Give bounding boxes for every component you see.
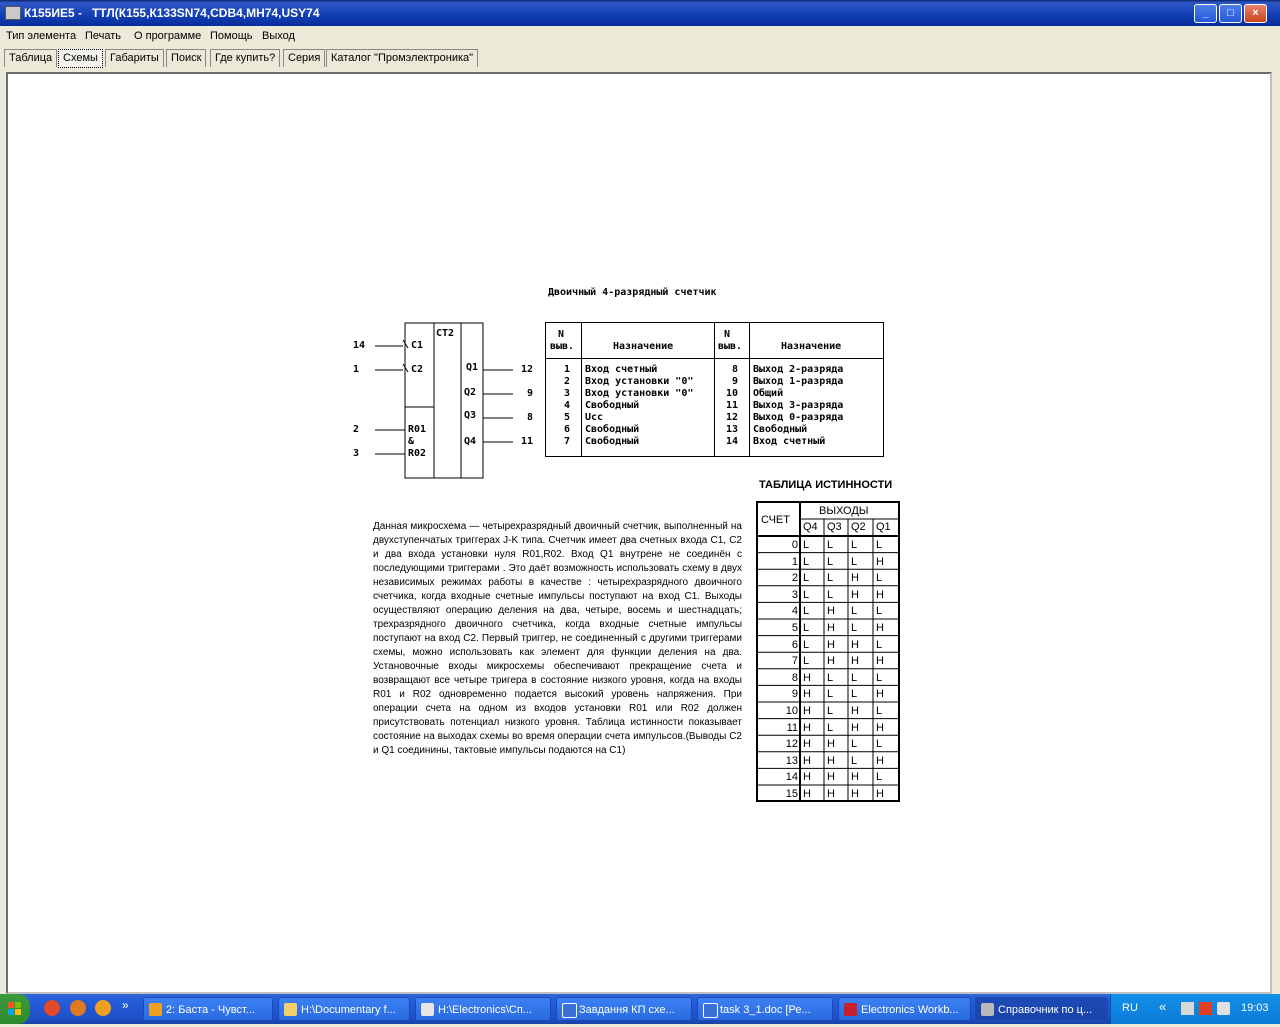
truth-table-value: H <box>827 622 835 634</box>
pin-table-divider <box>714 323 715 456</box>
truth-table-value: H <box>803 721 811 734</box>
counter-schematic <box>348 318 548 483</box>
input-label-r02: R02 <box>408 448 427 459</box>
pin-table-header-pin-left: выв. <box>550 341 575 352</box>
pin-table-header-n-right: N <box>724 329 731 340</box>
truth-table-value: L <box>876 638 883 651</box>
content-area <box>6 72 1272 994</box>
truth-table-value: L <box>827 555 834 568</box>
pin-number: 5 <box>563 412 570 423</box>
pin-table-header-purpose-left: Назначение <box>613 341 674 352</box>
chip-icon <box>981 1003 994 1016</box>
truth-table-value: H <box>876 555 884 568</box>
truth-table-value: H <box>851 572 859 585</box>
window-title: К155ИЕ5 - ТТЛ(К155,К133SN74,CDB4,MH74,USY74 <box>24 6 320 20</box>
tab-table[interactable]: Таблица <box>4 49 57 67</box>
pin-purpose: Свободный <box>585 400 640 411</box>
taskbar-item-label: Справочник по ц... <box>998 1004 1093 1016</box>
network-icon[interactable] <box>1181 1002 1194 1015</box>
truth-table-value: H <box>803 788 811 800</box>
truth-table-value: H <box>851 655 859 668</box>
taskbar-item-documentary[interactable] <box>278 997 410 1021</box>
pin-table-header-n-left: N <box>558 329 565 340</box>
menu-bar <box>0 26 1280 46</box>
tray-expand-button[interactable]: « <box>1159 999 1167 1014</box>
truth-table-count-header: СЧЕТ <box>761 514 790 526</box>
truth-table-value: L <box>827 671 834 684</box>
pin-table-header-purpose-right: Назначение <box>781 341 842 352</box>
tab-where-to-buy[interactable]: Где купить? <box>210 49 280 67</box>
windows-logo-icon <box>0 994 30 1024</box>
truth-table-value: H <box>876 688 884 701</box>
folder-icon <box>421 1003 434 1016</box>
pin-purpose: Выход 1-разряда <box>753 376 844 387</box>
taskbar-item-label: H:\Documentary f... <box>301 1004 396 1016</box>
truth-table-value: H <box>851 705 859 717</box>
clock[interactable]: 19:03 <box>1241 1002 1269 1014</box>
pin-number-2: 2 <box>353 424 360 435</box>
taskbar-item-word-task[interactable] <box>556 997 692 1021</box>
truth-table-value: H <box>876 754 884 767</box>
truth-table-value: L <box>851 671 858 684</box>
tab-dimensions[interactable]: Габариты <box>105 49 164 67</box>
truth-table-value: L <box>803 622 810 634</box>
truth-table-value: L <box>876 771 883 784</box>
truth-table-count: 13 <box>785 754 798 767</box>
truth-table-title: ТАБЛИЦА ИСТИННОСТИ <box>759 479 893 491</box>
pin-purpose: Общий <box>753 388 784 399</box>
tab-schemes[interactable]: Схемы <box>58 49 103 68</box>
pin-number-12: 12 <box>521 364 534 375</box>
truth-table-count: 3 <box>791 588 798 601</box>
word-icon <box>703 1003 718 1018</box>
pin-table <box>545 322 884 457</box>
menu-help[interactable]: Помощь <box>210 30 253 42</box>
truth-table-value: H <box>851 721 859 734</box>
truth-table-value: H <box>827 605 835 618</box>
truth-table-value: L <box>803 539 810 551</box>
system-tray <box>1110 994 1280 1024</box>
truth-table-value: L <box>851 605 858 618</box>
pin-number: 3 <box>563 388 570 399</box>
taskbar-item-label: Завдання КП схе... <box>579 1004 675 1016</box>
pin-number-11: 11 <box>521 436 534 447</box>
start-button[interactable] <box>0 994 30 1024</box>
pin-number: 6 <box>563 424 570 435</box>
pin-purpose: Выход 3-разряда <box>753 400 844 411</box>
truth-table-value: L <box>827 539 834 551</box>
taskbar-item-vlc[interactable] <box>143 997 273 1021</box>
pin-purpose: Свободный <box>585 424 640 435</box>
truth-table-value: L <box>803 555 810 568</box>
truth-table-value: L <box>803 588 810 601</box>
taskbar-item-label: 2: Баста - Чувст... <box>166 1004 255 1016</box>
truth-table-outputs-header: ВЫХОДЫ <box>819 505 869 517</box>
tab-bar <box>0 46 1280 70</box>
truth-table-value: H <box>803 771 811 784</box>
taskbar-item-label: H:\Electronics\Сп... <box>438 1004 532 1016</box>
output-label-q4: Q4 <box>464 436 477 447</box>
pin-number: 7 <box>563 436 570 447</box>
pin-purpose: Вход установки "0" <box>585 376 694 387</box>
and-sign: & <box>408 436 415 447</box>
pin-number: 12 <box>725 412 738 423</box>
opera-icon[interactable] <box>44 1000 60 1016</box>
truth-table-col-q1: Q1 <box>876 521 891 533</box>
quicklaunch-more[interactable]: » <box>122 998 129 1012</box>
pin-number: 13 <box>725 424 738 435</box>
menu-element-type[interactable]: Тип элемента <box>6 30 77 42</box>
truth-table-value: L <box>876 738 883 751</box>
pin-table-header-line <box>546 358 883 359</box>
truth-table-value: H <box>803 738 811 751</box>
truth-table-count: 8 <box>791 671 798 684</box>
truth-table-value: L <box>851 622 858 634</box>
taskbar-item-label: task 3_1.doc [Ре... <box>720 1004 811 1016</box>
pin-number-3: 3 <box>353 448 360 459</box>
menu-about[interactable]: О программе <box>134 30 202 42</box>
truth-table-value: L <box>803 572 810 585</box>
truth-table-value: H <box>876 655 884 668</box>
truth-table-value: L <box>803 605 810 618</box>
truth-table-count: 5 <box>791 622 798 634</box>
pin-purpose: Свободный <box>753 424 808 435</box>
media-player-icon[interactable] <box>1199 1002 1212 1015</box>
vlc-quicklaunch-icon[interactable] <box>95 1000 111 1016</box>
pin-number: 1 <box>563 364 570 375</box>
pin-purpose: Свободный <box>585 436 640 447</box>
vlc-icon <box>149 1003 162 1016</box>
tab-catalog[interactable]: Каталог "Промэлектроника" <box>326 49 478 67</box>
taskbar-item-reference[interactable] <box>975 997 1108 1021</box>
truth-table-value: L <box>827 688 834 701</box>
truth-table-value: L <box>876 705 883 717</box>
ewb-icon <box>844 1003 857 1016</box>
truth-table-col-q3: Q3 <box>827 521 842 533</box>
truth-table-count: 11 <box>786 721 798 734</box>
truth-table-count: 14 <box>785 771 798 784</box>
pin-number: 8 <box>731 364 738 375</box>
pin-number-1: 1 <box>353 364 360 375</box>
truth-table-value: H <box>851 788 859 800</box>
truth-table-value: H <box>876 622 884 634</box>
input-label-c1: C1 <box>411 340 424 351</box>
truth-table-value: L <box>827 721 834 734</box>
app-icon <box>5 6 21 20</box>
output-label-q1: Q1 <box>466 362 479 373</box>
truth-table-value: L <box>851 555 858 568</box>
truth-table-value: L <box>876 671 883 684</box>
truth-table-count: 2 <box>791 572 798 585</box>
input-label-c2: C2 <box>411 364 424 375</box>
truth-table-value: H <box>803 754 811 767</box>
truth-table-count: 0 <box>791 539 798 551</box>
truth-table-col-q4: Q4 <box>803 521 818 533</box>
menu-exit[interactable]: Выход <box>262 30 295 42</box>
pin-number-9: 9 <box>527 388 534 399</box>
pin-table-divider <box>581 323 582 456</box>
truth-table-value: L <box>803 655 810 668</box>
pin-table-divider <box>749 323 750 456</box>
truth-table-value: L <box>851 754 858 767</box>
truth-table-value: H <box>876 788 884 800</box>
truth-table-count: 10 <box>785 705 798 717</box>
truth-table-value: L <box>851 738 858 751</box>
truth-table-value: H <box>851 771 859 784</box>
pin-number: 10 <box>725 388 738 399</box>
tab-series[interactable]: Серия <box>283 49 325 67</box>
truth-table <box>756 501 900 802</box>
taskbar-item-electronics-workbench[interactable] <box>838 997 971 1021</box>
truth-table-value: H <box>827 638 835 651</box>
pin-number: 9 <box>731 376 738 387</box>
truth-table-value: L <box>827 588 834 601</box>
truth-table-value: H <box>827 738 835 751</box>
truth-table-value: H <box>803 705 811 717</box>
truth-table-value: L <box>851 539 858 551</box>
truth-table-value: H <box>876 588 884 601</box>
pin-number: 4 <box>563 400 570 411</box>
truth-table-count: 6 <box>791 638 798 651</box>
truth-table-count: 9 <box>791 688 798 701</box>
pin-purpose: Вход счетный <box>753 436 826 447</box>
truth-table-count: 7 <box>791 655 798 668</box>
truth-table-value: H <box>827 771 835 784</box>
input-label-r01: R01 <box>408 424 427 435</box>
truth-table-value: L <box>876 539 883 551</box>
truth-table-value: H <box>827 754 835 767</box>
pin-number-14: 14 <box>353 340 366 351</box>
truth-table-value: H <box>876 721 884 734</box>
truth-table-value: L <box>876 572 883 585</box>
taskbar <box>0 994 1280 1024</box>
volume-icon[interactable] <box>1217 1002 1230 1015</box>
truth-table-value: L <box>827 705 834 717</box>
truth-table-value: H <box>803 671 811 684</box>
truth-table-value: L <box>827 572 834 585</box>
pin-number: 14 <box>725 436 738 447</box>
description-text: Данная микросхема — четырехразрядный двоичный счетчик, выполненный на двухступенчатых триггерах J-K типа. Счетчик имеет два счетных входа C1, C2 и два входа установки нуля R01,R02. Вход Q1 внутрене не соединён с последующими триггерами . Это даёт возможность использовать схему в двух независимых режимах работы в качестве : четырехразрядного двоичного счетчика, когда входные счетные импульсы поступают на вход C1. Выходы осуществляют операцию деления на два, четыре, восемь и шестнадцать; трехразрядного двоичного счетчика, когда входные счетные импульсы поступают на вход C2. Первый триггер, не соединенный с другими триггерами схемы, можно использовать как элемент для функции деления на два. Установочные входы микросхемы обеспечивают прекращение счета и возвращают все четыре тригера в состояние низкого уровня, когда на входы R01 и R02 одновременно подается высокий уровень напряжения. При операции счета на одном из входов установки R01 или R02 должен присутствовать потенциал низкого уровня. Таблица истинности показывает состояние на выходах схемы во время операции счета импульсов.(Выводы C2 и Q1 соединины, тактовые импульсы подаются на C1) <box>373 521 742 756</box>
truth-table-count: 12 <box>785 738 798 751</box>
output-label-q2: Q2 <box>464 387 477 398</box>
truth-table-value: H <box>827 655 835 668</box>
truth-table-value: L <box>851 688 858 701</box>
pin-purpose: Вход установки "0" <box>585 388 694 399</box>
maximize-button[interactable]: □ <box>1219 4 1242 23</box>
truth-table-value: H <box>827 788 835 800</box>
minimize-button[interactable]: _ <box>1194 4 1217 23</box>
folder-icon <box>284 1003 297 1016</box>
pin-table-header-pin-right: выв. <box>718 341 743 352</box>
taskbar-item-word-doc[interactable] <box>697 997 833 1021</box>
pin-purpose: Вход счетный <box>585 364 658 375</box>
truth-table-count: 15 <box>785 788 798 800</box>
taskbar-item-label: Electronics Workb... <box>861 1004 959 1016</box>
truth-table-count: 1 <box>791 555 798 568</box>
word-icon <box>562 1003 577 1018</box>
truth-table-value: H <box>851 638 859 651</box>
pin-number-8: 8 <box>527 412 534 423</box>
truth-table-value: L <box>803 638 810 651</box>
chip-label: CT2 <box>436 328 455 339</box>
firefox-icon[interactable] <box>70 1000 86 1016</box>
pin-purpose: Выход 2-разряда <box>753 364 844 375</box>
pin-purpose: Выход 0-разряда <box>753 412 844 423</box>
tab-search[interactable]: Поиск <box>166 49 206 67</box>
truth-table-value: H <box>803 688 811 701</box>
pin-number: 2 <box>563 376 570 387</box>
schematic-heading: Двоичный 4-разрядный счетчик <box>548 287 717 298</box>
truth-table-col-q2: Q2 <box>851 521 866 533</box>
truth-table-value: L <box>876 605 883 618</box>
taskbar-item-electronics-folder[interactable] <box>415 997 551 1021</box>
close-button[interactable]: × <box>1244 4 1267 23</box>
output-label-q3: Q3 <box>464 410 477 421</box>
menu-print[interactable]: Печать <box>85 30 122 42</box>
pin-number: 11 <box>725 400 738 411</box>
truth-table-value: H <box>851 588 859 601</box>
language-indicator[interactable]: RU <box>1122 1002 1138 1014</box>
title-bar <box>0 0 1280 26</box>
pin-purpose: Ucc <box>585 412 604 423</box>
truth-table-count: 4 <box>791 605 798 618</box>
